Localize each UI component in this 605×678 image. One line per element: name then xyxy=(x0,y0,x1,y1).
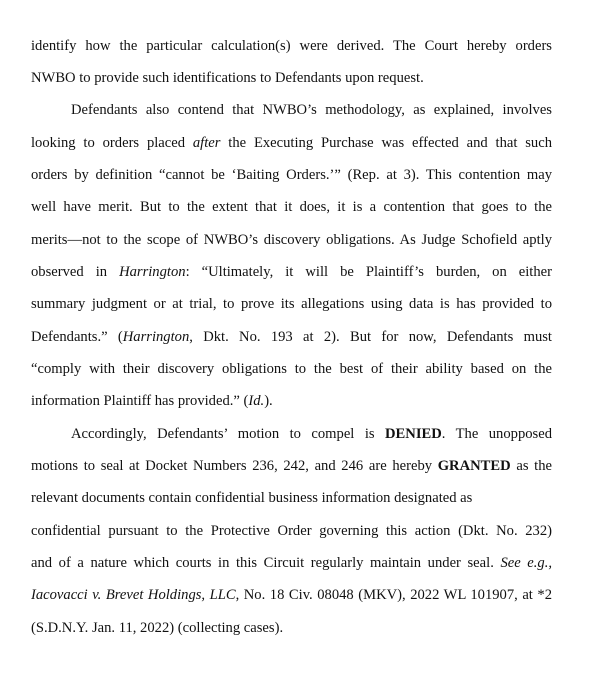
text-line xyxy=(31,198,552,216)
text-span: . The unopposed xyxy=(441,426,552,442)
text-span: and of a nature which courts in this Circuit regularly maintain under seal. xyxy=(31,555,501,571)
text-line xyxy=(71,101,552,119)
text-span: merits—not to the scope of NWBO’s discovery obligations. As Judge Schofield aptly xyxy=(31,232,552,248)
text-span: NWBO to provide such identifications to Defendants upon request. xyxy=(31,70,424,86)
text-line xyxy=(31,586,552,604)
text-line xyxy=(31,166,552,184)
case-name-italic: Harrington xyxy=(119,264,186,280)
text-span: , Dkt. No. 193 at 2). But for now, Defendants must xyxy=(189,329,552,345)
italic-text: after xyxy=(192,135,221,151)
text-span: : “Ultimately, it will be Plaintiff’s burden, on either xyxy=(185,264,552,280)
case-name-italic: Harrington xyxy=(122,329,190,345)
text-line xyxy=(31,457,552,475)
text-line xyxy=(31,263,552,281)
text-line xyxy=(31,295,552,313)
citation-italic: Id. xyxy=(248,393,265,409)
text-span: “comply with their discovery obligations to the best of their ability based on the xyxy=(31,361,552,377)
text-span: summary judgment or at trial, to prove its allegations using data is has provided to xyxy=(31,296,552,312)
text-span: ). xyxy=(264,393,273,409)
text-line xyxy=(71,425,552,443)
text-line xyxy=(31,489,472,507)
text-span: as the xyxy=(510,458,552,474)
text-span: Accordingly, Defendants’ motion to compel is xyxy=(71,426,386,442)
text-span: information Plaintiff has provided.” ( xyxy=(31,393,249,409)
text-span: (S.D.N.Y. Jan. 11, 2022) (collecting cases). xyxy=(31,620,284,636)
text-line xyxy=(31,328,552,346)
text-line xyxy=(31,554,552,572)
text-line xyxy=(31,360,552,378)
text-span: well have merit. But to the extent that it does, it is a contention that goes to the xyxy=(31,199,552,215)
text-line xyxy=(31,522,552,540)
text-span: , No. 18 Civ. 08048 (MKV), 2022 WL 101907, at *2 xyxy=(235,587,552,603)
text-span: Defendants.” ( xyxy=(31,329,123,345)
text-line xyxy=(31,134,552,152)
text-span: the Executing Purchase was effected and that such xyxy=(220,135,552,151)
text-span: relevant documents contain confidential business information designated as xyxy=(31,490,473,506)
ruling-bold: DENIED xyxy=(385,426,442,442)
text-span: identify how the particular calculation(s) were derived. The Court hereby orders xyxy=(31,38,552,54)
text-line xyxy=(31,69,424,87)
ruling-bold: GRANTED xyxy=(437,458,511,474)
text-span: Defendants also contend that NWBO’s methodology, as explained, involves xyxy=(71,102,552,118)
text-span: confidential pursuant to the Protective Order governing this action (Dkt. No. 232) xyxy=(31,523,552,539)
signal-italic: See e.g., xyxy=(500,555,552,571)
text-line xyxy=(31,619,283,637)
text-line xyxy=(31,392,273,410)
text-line xyxy=(31,231,552,249)
text-span: observed in xyxy=(31,264,120,280)
case-name-italic: Iacovacci v. Brevet Holdings, LLC xyxy=(31,587,236,603)
text-span: orders by definition “cannot be ‘Baiting Orders.’” (Rep. at 3). This contention may xyxy=(31,167,552,183)
text-span: motions to seal at Docket Numbers 236, 242, and 246 are hereby xyxy=(31,458,438,474)
text-line xyxy=(31,37,552,55)
text-span: looking to orders placed xyxy=(31,135,193,151)
